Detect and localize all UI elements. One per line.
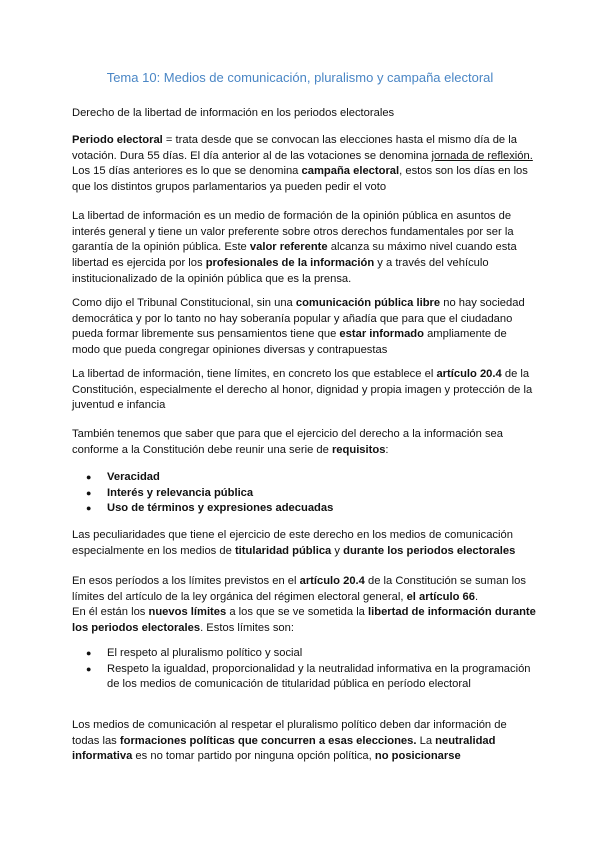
text-run: La libertad de información es un medio de formación de la opinión pública en asuntos de interés general y tiene un valor preferente sobre otros derechos fundamentales por ser la garantía de la opinión pública. Este [72, 210, 514, 254]
list-item: ● Respeto la igualdad, proporcionalidad y la neutralidad informativa en la programación de los medios de comunicación de titularidad pública en período electoral [86, 662, 531, 691]
text-run: . Estos límites son: [200, 622, 294, 635]
text-run: es no tomar partido por ninguna opción política, [132, 750, 375, 763]
text-run: , estos son los días en los que los distintos grupos parlamentarios ya pueden pedir el voto [72, 165, 528, 194]
text-run: : [385, 443, 389, 456]
bold-term: estar informado [339, 328, 424, 341]
bold-term: campaña electoral [301, 165, 400, 178]
limites-list [72, 646, 537, 693]
bullet-icon: ● [86, 503, 92, 514]
bold-term: comunicación pública libre [295, 297, 441, 309]
text-run: = trata desde que se convocan las elecciones hasta el mismo día de la votación. Dura 55 días. El día anterior al de las votaciones se denomina [72, 134, 517, 162]
bold-term: nuevos límites [148, 606, 227, 619]
bullet-icon: ● [86, 663, 92, 674]
bold-term: Periodo electoral [72, 134, 163, 146]
paragraph-peculiaridades [72, 528, 537, 559]
paragraph-pluralismo [72, 718, 537, 765]
text-run: de la Constitución se suman los límites del artículo de la ley orgánica del régimen electoral general, [72, 575, 526, 603]
subtitle: Derecho de la libertad de información en los periodos electorales [72, 107, 395, 119]
bold-term: artículo 20.4 [436, 368, 502, 380]
list-item: ● Veracidad [72, 470, 537, 486]
text-run: y a través del vehículo institucionalizado de la opinión pública que es la prensa. [72, 257, 489, 285]
bold-term: requisitos [331, 443, 386, 456]
list-item: ● Interés y relevancia pública [72, 486, 537, 502]
paragraph-libertad-informacion [72, 209, 537, 288]
text-run: La libertad de información, tiene límites, en concreto los que establece el [72, 368, 437, 380]
bullet-icon: ● [86, 648, 92, 658]
text-run: ampliamente de modo que pueda congregar opiniones diversas y contrapuestas [72, 328, 507, 357]
list-item: ● El respeto al pluralismo político y social [72, 646, 537, 662]
underlined-term: jornada de reflexión. [431, 149, 533, 162]
bullet-icon: ● [86, 487, 92, 498]
text-run: Las peculiaridades que tiene el ejercicio de este derecho en los medios de comunicación especialmente en los medios de [72, 529, 513, 557]
text-run: no hay sociedad democrática y por lo tanto no hay soberanía popular y añadía que para que el ciudadano pueda formar libremente sus pensamientos tiene que [72, 297, 525, 341]
text-run: a los que se ve sometida la [226, 606, 369, 619]
bold-term: durante los periodos electorales [343, 544, 516, 557]
paragraph-requisitos-intro [72, 427, 537, 458]
list-item: ● Uso de términos y expresiones adecuadas [72, 501, 537, 517]
text-run: En él están los [72, 606, 149, 619]
bold-term: no posicionarse [374, 750, 461, 763]
bold-term: profesionales de la información [205, 257, 375, 270]
bold-term: valor referente [249, 241, 328, 254]
bold-term: artículo 20.4 [299, 575, 365, 587]
text-run: Los medios de comunicación al respetar el pluralismo político deben dar información de todas las [72, 719, 507, 747]
requisitos-list [72, 470, 537, 517]
paragraph-limites [72, 367, 537, 414]
text-run: También tenemos que saber que para que el ejercicio del derecho a la información sea conforme a la Constitución debe reunir una serie de [72, 428, 503, 456]
text-run: La [416, 734, 436, 747]
paragraph-tribunal-constitucional [72, 296, 537, 359]
bold-term: formaciones políticas que concurren a esas elecciones. [119, 734, 417, 747]
bold-term: neutralidad informativa [72, 734, 496, 763]
bold-term: titularidad pública [234, 544, 332, 557]
bullet-icon: ● [86, 472, 92, 482]
text-run: Los 15 días anteriores es lo que se denomina [72, 165, 302, 178]
text-run: de la Constitución, especialmente el derecho al honor, dignidad y propia imagen y protección de la juventud e infancia [72, 368, 533, 412]
paragraph-periodo-electoral [72, 133, 537, 196]
bold-term: libertad de información durante los periodos electorales [72, 606, 536, 635]
text-run: . [474, 590, 479, 603]
text-run: y [331, 544, 344, 557]
paragraph-periodos [72, 574, 537, 637]
text-run: alcanza su máximo nivel cuando esta libertad es ejercida por los [72, 241, 517, 270]
document-title: Tema 10: Medios de comunicación, pluralismo y campaña electoral [106, 70, 494, 85]
bold-term: el artículo 66 [406, 590, 475, 603]
text-run: Como dijo el Tribunal Constitucional, sin una [72, 297, 296, 309]
text-run: En esos períodos a los límites previstos en el [72, 575, 300, 587]
